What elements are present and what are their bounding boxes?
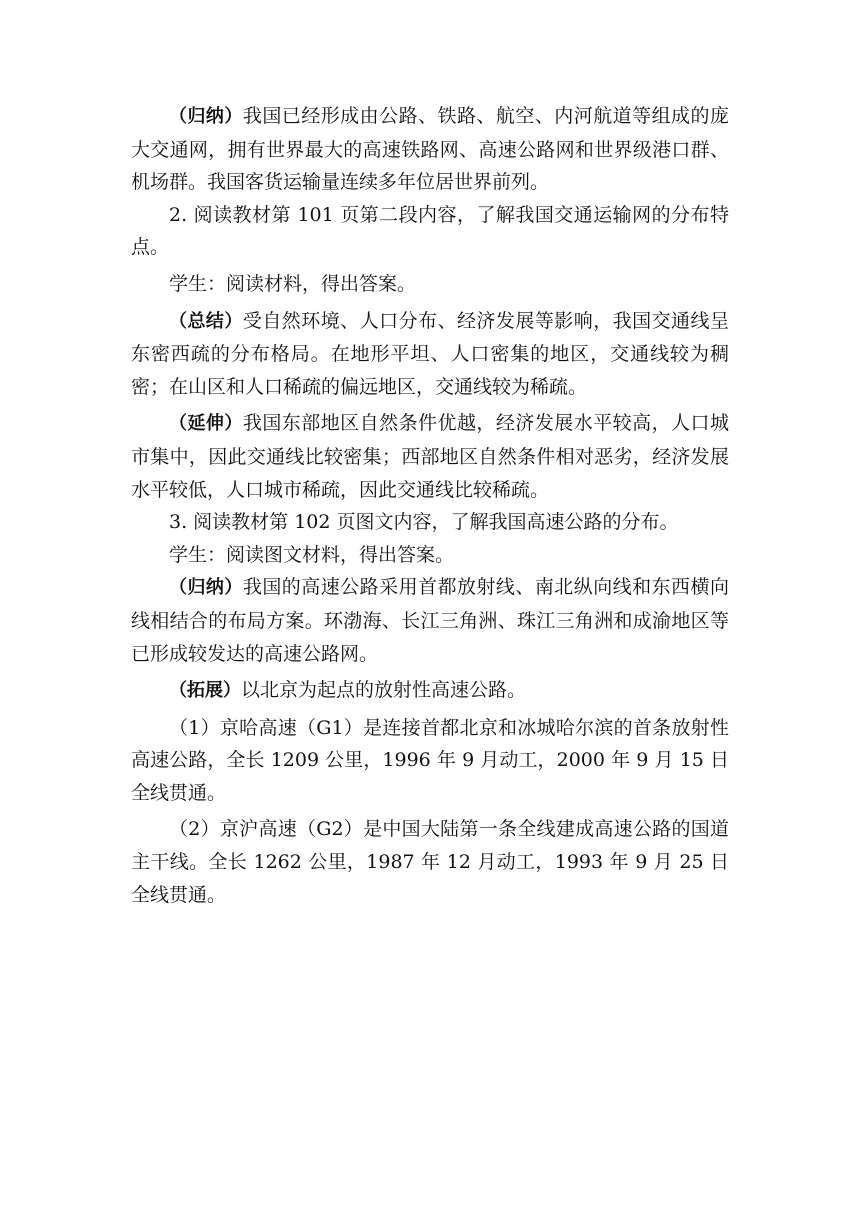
paragraph-text: （2）京沪高速（G2）是中国大陆第一条全线建成高速公路的国道主干线。全长 1262 公里，1987 年 12 月动工，1993 年 9 月 25 日全线贯通。 [131,818,729,906]
tag-label: （拓展） [169,680,241,702]
paragraph-summary-expressway [131,571,729,670]
paragraph-text: 学生：阅读图文材料，得出答案。 [169,543,455,566]
tag-label: （归纳） [169,577,243,599]
paragraph-text: 学生：阅读材料，得出答案。 [169,272,417,295]
tag-label: （延伸） [169,413,243,435]
paragraph-text: 我国已经形成由公路、铁路、航空、内河航道等组成的庞大交通网，拥有世界最大的高速铁路网、高速公路网和世界级港口群、机场群。我国客货运输量连续多年位居世界前列。 [131,105,729,194]
paragraph-text: 受自然环境、人口分布、经济发展等影响，我国交通线呈东密西疏的分布格局。在地形平坦、人口密集的地区，交通线较为稠密；在山区和人口稀疏的偏远地区，交通线较为稀疏。 [131,309,729,398]
document-body [131,100,729,911]
paragraph-g2-jinghu [131,813,729,911]
tag-label: （总结） [169,310,243,332]
paragraph-student-answer-2 [131,539,729,572]
paragraph-text: 3. 阅读教材第 102 页图文内容，了解我国高速公路的分布。 [169,511,679,534]
paragraph-summary-network [131,100,729,199]
paragraph-text: 以北京为起点的放射性高速公路。 [241,679,527,702]
paragraph-task-2 [131,199,729,264]
paragraph-task-3 [131,506,729,539]
paragraph-text: （1）京哈高速（G1）是连接首都北京和冰城哈尔滨的首条放射性高速公路，全长 1209 公里，1996 年 9 月动工，2000 年 9 月 15 日全线贯通。 [131,716,729,804]
paragraph-extension-east-west [131,407,729,506]
paragraph-student-answer-1 [131,268,729,301]
paragraph-expansion-radial [131,674,729,708]
paragraph-g1-jingha [131,712,729,810]
paragraph-text: 我国的高速公路采用首都放射线、南北纵向线和东西横向线相结合的布局方案。环渤海、长江三角洲、珠江三角洲和成渝地区等已形成较发达的高速公路网。 [131,576,729,665]
tag-label: （归纳） [169,106,243,127]
paragraph-conclusion-distribution [131,305,729,404]
paragraph-text: 我国东部地区自然条件优越，经济发展水平较高，人口城市集中，因此交通线比较密集；西部地区自然条件相对恶劣，经济发展水平较低，人口城市稀疏，因此交通线比较稀疏。 [131,412,729,501]
paragraph-text: 2. 阅读教材第 101 页第二段内容，了解我国交通运输网的分布特点。 [131,203,729,259]
